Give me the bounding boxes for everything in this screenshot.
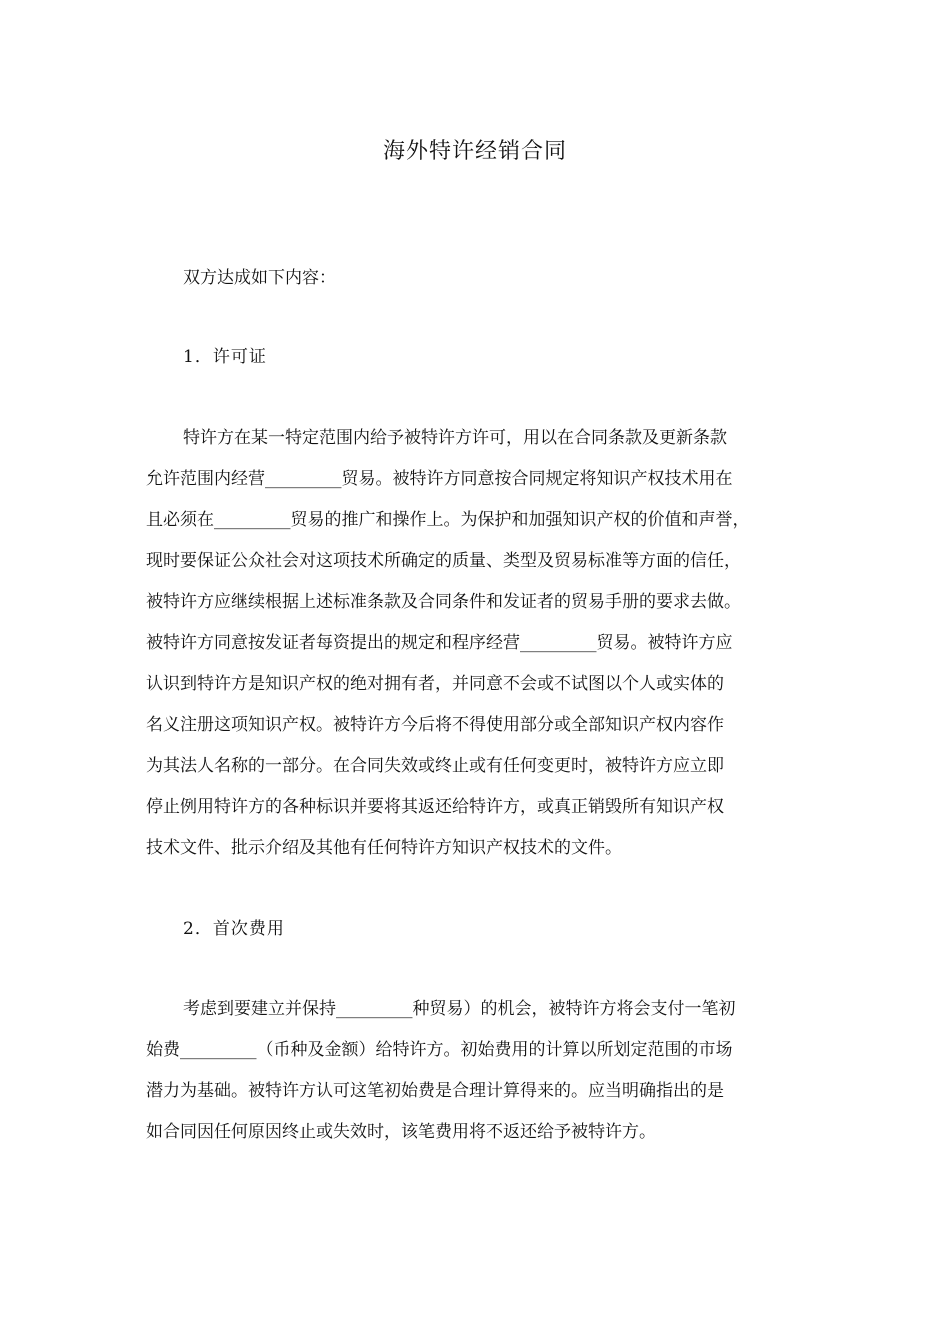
paragraph-line: 技术文件、批示介绍及其他有任何特许方知识产权技术的文件。 xyxy=(146,838,622,858)
paragraph-line: 认识到特许方是知识产权的绝对拥有者，并同意不会或不试图以个人或实体的 xyxy=(146,674,724,694)
paragraph-line: 潜力为基础。被特许方认可这笔初始费是合理计算得来的。应当明确指出的是 xyxy=(146,1081,724,1101)
paragraph-line: 被特许方应继续根据上述标准条款及合同条件和发证者的贸易手册的要求去做。 xyxy=(146,592,741,612)
section-2-heading: 2．首次费用 xyxy=(183,919,285,939)
paragraph-line: 现时要保证公众社会对这项技术所确定的质量、类型及贸易标准等方面的信任， xyxy=(146,551,741,571)
paragraph-line: 被特许方同意按发证者每资提出的规定和程序经营_________贸易。被特许方应 xyxy=(146,633,733,653)
section-1-heading: 1．许可证 xyxy=(183,347,267,367)
paragraph-line: 始费_________（币种及金额）给特许方。初始费用的计算以所划定范围的市场 xyxy=(146,1040,733,1060)
intro-text: 双方达成如下内容： xyxy=(183,268,336,288)
paragraph-line: 考虑到要建立并保持_________种贸易）的机会，被特许方将会支付一笔初 xyxy=(183,999,736,1019)
paragraph-line: 且必须在_________贸易的推广和操作上。为保护和加强知识产权的价值和声誉， xyxy=(146,510,750,530)
paragraph-line: 允许范围内经营_________贸易。被特许方同意按合同规定将知识产权技术用在 xyxy=(146,469,733,489)
paragraph-line: 名义注册这项知识产权。被特许方今后将不得使用部分或全部知识产权内容作 xyxy=(146,715,724,735)
section-2-paragraph xyxy=(146,989,826,1153)
paragraph-line: 为其法人名称的一部分。在合同失效或终止或有任何变更时，被特许方应立即 xyxy=(146,756,724,776)
paragraph-line: 停止例用特许方的各种标识并要将其返还给特许方，或真正销毁所有知识产权 xyxy=(146,797,724,817)
document-title: 海外特许经销合同 xyxy=(382,139,567,164)
paragraph-line: 特许方在某一特定范围内给予被特许方许可，用以在合同条款及更新条款 xyxy=(183,428,727,448)
paragraph-line: 如合同因任何原因终止或失效时，该笔费用将不返还给予被特许方。 xyxy=(146,1122,656,1142)
section-1-paragraph xyxy=(146,418,826,869)
